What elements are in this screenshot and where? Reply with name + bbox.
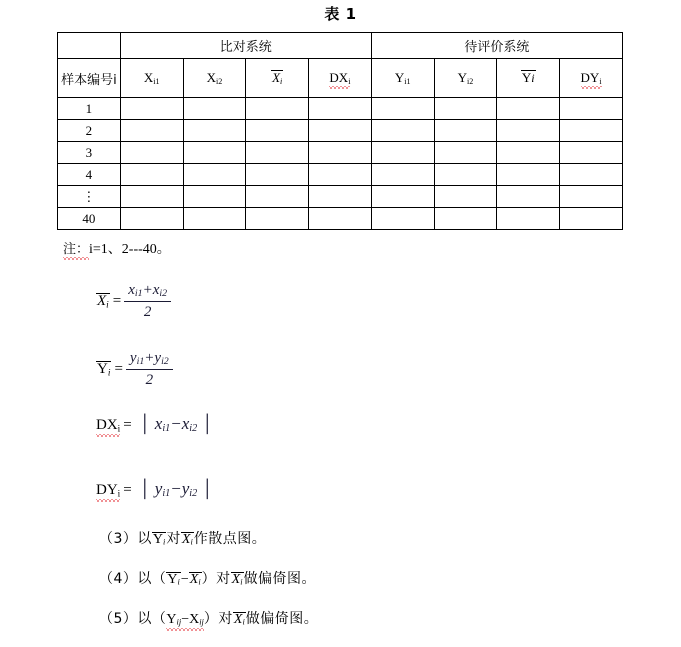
col-header-dy-i-base: DY <box>580 69 600 85</box>
item-5-sym-x2-sub: i <box>242 617 245 627</box>
col-header-y-bar-i-sub: i <box>531 71 535 85</box>
formula-y-bar-lhs <box>96 361 111 379</box>
col-header-x-bar-i-base: X <box>272 69 281 85</box>
formula-dx-operator: − <box>170 414 182 433</box>
cell-dy-i[interactable] <box>560 186 623 208</box>
item-5-tail: 做偏倚图。 <box>245 611 319 627</box>
item-4-sym-x-bar <box>189 572 202 588</box>
col-header-x-i1-base: X <box>143 70 154 85</box>
cell-x-i2[interactable] <box>183 186 246 208</box>
vertical-ellipsis: ⋮ <box>82 188 96 204</box>
cell-x-bar-i[interactable] <box>246 120 309 142</box>
formula-dx-lhs-sub: i <box>117 424 121 435</box>
col-header-x-i1 <box>120 59 183 98</box>
formula-y-bar-lhs-sub: i <box>107 368 111 379</box>
cell-dy-i[interactable] <box>560 98 623 120</box>
cell-x-i2[interactable] <box>183 208 246 230</box>
item-5-sym-y <box>166 612 181 627</box>
row-label-3: 3 <box>58 142 121 164</box>
item-5-sym-x-base: X <box>189 612 200 627</box>
item-5-number: （5） <box>99 611 138 627</box>
cell-dx-i[interactable] <box>309 208 372 230</box>
cell-x-i1[interactable] <box>120 98 183 120</box>
cell-x-i1[interactable] <box>120 186 183 208</box>
formula-y-bar-num-a-sub: i1 <box>136 356 145 368</box>
cell-x-bar-i[interactable] <box>246 208 309 230</box>
item-4-sym-x-base: X <box>189 572 199 587</box>
item-5-sym-x <box>189 612 204 627</box>
spellcheck-underline-dy-header <box>581 70 602 87</box>
spellcheck-underline-dx-header <box>329 70 350 87</box>
col-header-sample-no-index: i <box>113 72 117 88</box>
cell-dx-i[interactable] <box>309 164 372 186</box>
formula-dx-expression <box>155 414 197 433</box>
formula-dy-operator: − <box>170 479 182 498</box>
cell-y-i2[interactable] <box>434 120 497 142</box>
item-3-sym-x-sub: i <box>190 537 193 547</box>
item-3-sym-y-bar <box>152 532 166 548</box>
item-5-operator: − <box>181 612 190 627</box>
item-3-number: （3） <box>99 531 138 547</box>
formula-dy-lhs <box>96 482 120 500</box>
cell-y-i1[interactable] <box>371 120 434 142</box>
table-column-header-row <box>58 59 623 98</box>
formula-x-bar-numerator <box>124 281 171 302</box>
col-header-sample-no-label: 样本编号 <box>61 72 114 88</box>
item-4-sym-y-bar <box>166 572 180 588</box>
item-5-mid: ）对 <box>203 611 233 627</box>
cell-x-i2[interactable] <box>183 142 246 164</box>
formula-dx-term-b: x <box>181 414 190 433</box>
item-4-sym-y-sub: i <box>177 577 180 587</box>
formula-dy-lhs-sub: i <box>117 489 121 500</box>
cell-x-bar-i[interactable] <box>246 164 309 186</box>
col-header-y-i1-base: Y <box>394 70 405 85</box>
formula-x-bar-lhs <box>96 293 110 311</box>
col-header-y-i2-base: Y <box>457 70 468 85</box>
formula-x-bar-num-b: x <box>152 282 160 298</box>
cell-y-bar-i[interactable] <box>497 142 560 164</box>
formula-dy-term-a: y <box>154 479 163 498</box>
item-3-sym-y-sub: i <box>163 537 166 547</box>
formula-dy-lhs-base: DY <box>96 482 118 498</box>
col-header-dx-i-base: DX <box>329 69 349 85</box>
formula-dx-lhs <box>96 417 120 435</box>
cell-x-i1[interactable] <box>120 120 183 142</box>
item-4-lead: 以（ <box>137 571 167 587</box>
item-4-tail: 做偏倚图。 <box>243 571 317 587</box>
col-header-x-i2-sub: i2 <box>215 77 223 86</box>
list-item-3 <box>99 528 266 548</box>
col-header-y-bar-i <box>497 59 560 98</box>
formula-dx-equals: = <box>123 417 132 433</box>
table-group-header-row <box>58 33 623 59</box>
table-row <box>58 98 623 120</box>
cell-dx-i[interactable] <box>309 186 372 208</box>
cell-x-bar-i[interactable] <box>246 186 309 208</box>
cell-x-i2[interactable] <box>183 164 246 186</box>
sample-table <box>57 32 623 230</box>
cell-y-i2[interactable] <box>434 98 497 120</box>
table-row <box>58 120 623 142</box>
formula-y-bar-lhs-base: Y <box>97 360 108 377</box>
row-label-2: 2 <box>58 120 121 142</box>
table-row <box>58 208 623 230</box>
item-3-mid: 对 <box>166 531 181 547</box>
item-4-number: （4） <box>99 571 138 587</box>
item-3-sym-x-bar <box>181 532 194 548</box>
item-4-mid: ）对 <box>201 571 231 587</box>
formula-y-bar-operator: + <box>144 350 155 366</box>
row-label-4: 4 <box>58 164 121 186</box>
table-row <box>58 164 623 186</box>
table-note <box>63 238 171 258</box>
formula-dy-term-b-sub: i2 <box>189 488 198 500</box>
formula-dy-abs-close: │ <box>201 479 214 498</box>
table-row <box>58 186 623 208</box>
col-header-sample-no <box>58 59 121 98</box>
cell-dy-i[interactable] <box>560 120 623 142</box>
col-header-x-bar-i <box>246 59 309 98</box>
note-text: i=1、2---40。 <box>89 242 171 257</box>
col-header-dy-i-sub: i <box>599 76 602 86</box>
sample-table-container <box>57 32 623 230</box>
formula-dx-term-a-sub: i1 <box>162 423 171 435</box>
formula-x-bar-denominator: 2 <box>143 304 152 321</box>
col-header-y-i2-sub: i2 <box>467 77 474 86</box>
cell-x-i2[interactable] <box>183 120 246 142</box>
formula-y-bar-fraction <box>126 349 173 389</box>
cell-y-i1[interactable] <box>371 186 434 208</box>
formula-dy-term-a-sub: i1 <box>162 488 171 500</box>
group-header-evaluated: 待评价系统 <box>371 33 622 59</box>
formula-dx-abs-close: │ <box>201 414 214 433</box>
col-header-dx-i <box>309 59 372 98</box>
cell-dy-i[interactable] <box>560 164 623 186</box>
col-header-x-i1-sub: i1 <box>153 77 160 86</box>
cell-x-i1[interactable] <box>120 164 183 186</box>
item-5-sym-x-bar <box>233 612 246 628</box>
cell-y-i1[interactable] <box>371 164 434 186</box>
formula-x-bar-lhs-base: X <box>97 292 107 309</box>
item-4-sym-x2-base: X <box>231 572 241 587</box>
col-header-x-bar-i-sub: i <box>280 76 283 86</box>
formula-dy-term-b: y <box>181 479 190 498</box>
col-header-y-i1-sub: i1 <box>404 77 411 86</box>
cell-y-bar-i[interactable] <box>497 208 560 230</box>
cell-x-i1[interactable] <box>120 208 183 230</box>
item-4-sym-y-base: Y <box>167 572 178 587</box>
cell-dx-i[interactable] <box>309 98 372 120</box>
page-title: 表 1 <box>324 5 357 23</box>
item-3-lead: 以 <box>137 531 152 547</box>
col-header-y-i2 <box>434 59 497 98</box>
cell-dy-i[interactable] <box>560 208 623 230</box>
formula-dx <box>96 414 217 435</box>
formula-x-bar-operator: + <box>142 282 153 298</box>
formula-y-bar-num-a: y <box>129 350 137 366</box>
col-header-y-i1 <box>371 59 434 98</box>
formula-x-bar-lhs-sub: i <box>106 300 109 311</box>
cell-x-i1[interactable] <box>120 142 183 164</box>
formula-dx-abs-open: │ <box>138 414 151 433</box>
list-item-4 <box>99 568 316 588</box>
col-header-dx-i-sub: i <box>348 76 351 86</box>
formula-dx-lhs-base: DX <box>96 417 118 433</box>
cell-x-i2[interactable] <box>183 98 246 120</box>
note-prefix: 注： <box>63 238 89 258</box>
spellcheck-underline-item-5 <box>166 611 203 629</box>
cell-y-bar-i[interactable] <box>497 186 560 208</box>
cell-x-bar-i[interactable] <box>246 98 309 120</box>
cell-y-i1[interactable] <box>371 142 434 164</box>
cell-y-bar-i[interactable] <box>497 120 560 142</box>
cell-y-i2[interactable] <box>434 142 497 164</box>
item-5-lead: 以（ <box>137 611 167 627</box>
col-header-y-bar-i-base: Y <box>521 70 532 85</box>
item-3-tail: 作散点图。 <box>193 531 267 547</box>
formula-y-bar-numerator <box>126 349 173 370</box>
formula-x-bar <box>96 281 171 321</box>
formula-dx-term-a: x <box>154 414 163 433</box>
cell-y-i1[interactable] <box>371 98 434 120</box>
formula-x-bar-fraction <box>124 281 171 321</box>
col-header-x-i2 <box>183 59 246 98</box>
formula-dy-equals: = <box>123 482 132 498</box>
group-header-empty <box>58 33 121 59</box>
cell-dy-i[interactable] <box>560 142 623 164</box>
formula-x-bar-num-b-sub: i2 <box>159 288 168 300</box>
row-label-ellipsis <box>58 186 121 208</box>
item-4-operator: − <box>180 572 189 587</box>
table-row <box>58 142 623 164</box>
item-4-sym-x2-sub: i <box>240 577 243 587</box>
cell-y-i2[interactable] <box>434 164 497 186</box>
row-label-40: 40 <box>58 208 121 230</box>
formula-dy-expression <box>155 479 197 498</box>
formula-dy <box>96 479 217 500</box>
formula-dy-abs-open: │ <box>138 479 151 498</box>
formula-y-bar-equals: = <box>114 360 123 377</box>
row-label-1: 1 <box>58 98 121 120</box>
cell-x-bar-i[interactable] <box>246 142 309 164</box>
item-5-sym-y-base: Y <box>166 612 177 627</box>
cell-y-i1[interactable] <box>371 208 434 230</box>
item-4-sym-x-bar-2 <box>231 572 244 588</box>
formula-x-bar-equals: = <box>112 292 122 309</box>
cell-y-bar-i[interactable] <box>497 98 560 120</box>
cell-dx-i[interactable] <box>309 120 372 142</box>
cell-y-bar-i[interactable] <box>497 164 560 186</box>
formula-y-bar-denominator: 2 <box>145 372 154 389</box>
formula-dx-term-b-sub: i2 <box>189 423 198 435</box>
col-header-x-i2-base: X <box>206 70 216 85</box>
item-5-sym-x2-base: X <box>233 612 243 627</box>
formula-x-bar-num-a: x <box>128 282 135 298</box>
formula-y-bar-num-b-sub: i2 <box>161 356 169 368</box>
cell-y-i2[interactable] <box>434 186 497 208</box>
item-5-sym-x-sub: ij <box>199 617 204 627</box>
item-4-sym-x-sub: i <box>198 577 201 587</box>
cell-dx-i[interactable] <box>309 142 372 164</box>
col-header-dy-i <box>560 59 623 98</box>
formula-y-bar <box>96 349 173 389</box>
group-header-comparison: 比对系统 <box>120 33 371 59</box>
item-3-sym-y-base: Y <box>152 532 164 547</box>
formula-x-bar-num-a-sub: i1 <box>134 288 143 300</box>
cell-y-i2[interactable] <box>434 208 497 230</box>
item-5-sym-y-sub: ij <box>176 617 182 627</box>
item-3-sym-x-base: X <box>181 532 191 547</box>
list-item-5 <box>99 608 318 629</box>
formula-y-bar-num-b: y <box>154 350 162 366</box>
